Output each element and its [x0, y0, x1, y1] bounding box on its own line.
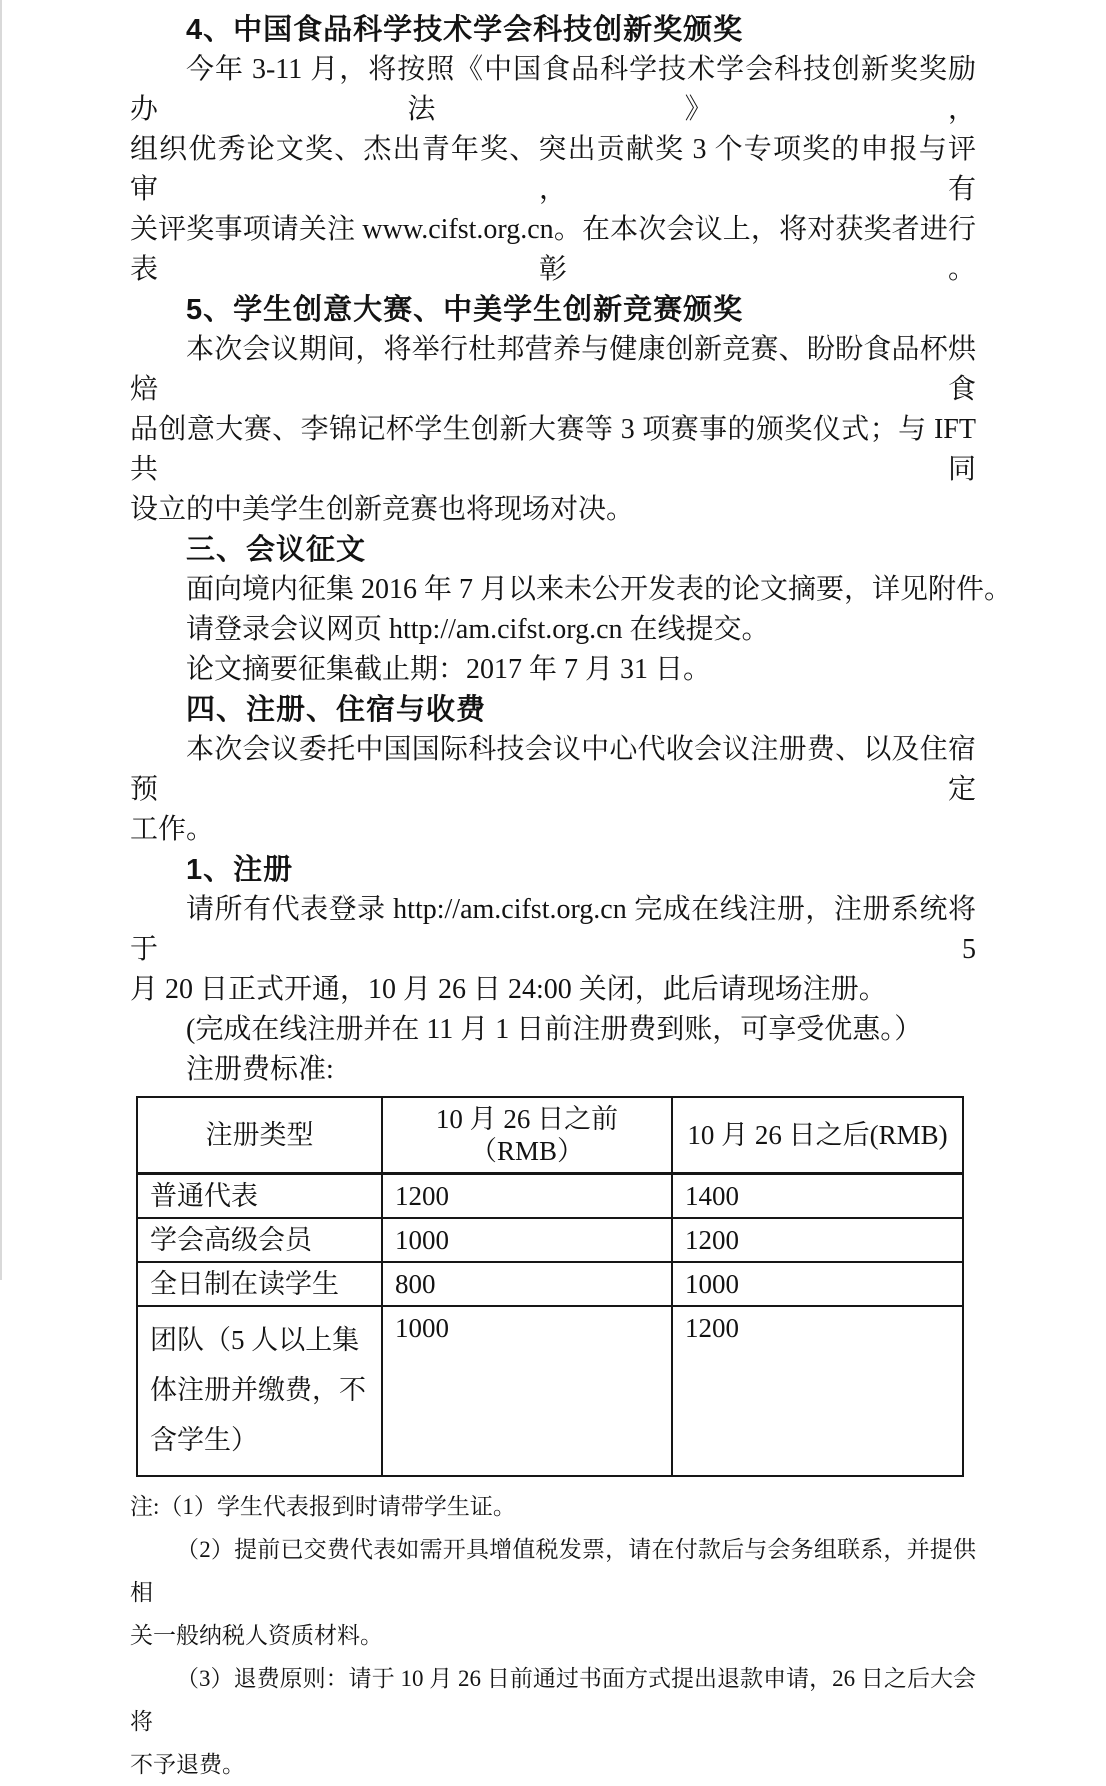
- note-line-2: （2）提前已交费代表如需开具增值税发票，请在付款后与会务组联系，并提供相: [130, 1537, 976, 1605]
- fee-type-cell: 全日制在读学生: [137, 1262, 382, 1306]
- fee-table-caption: 注册费标准:: [186, 1054, 334, 1085]
- fee-before-cell: 1000: [382, 1218, 672, 1262]
- note-line-2-continued: 关一般纳税人资质材料。: [130, 1623, 383, 1648]
- table-row-fulltime-student: [137, 1262, 963, 1306]
- fee-type-cell: 团队（5 人以上集体注册并缴费，不含学生）: [137, 1306, 382, 1476]
- fee-type-cell: 学会高级会员: [137, 1218, 382, 1262]
- note-line-1: 注:（1）学生代表报到时请带学生证。: [130, 1494, 516, 1519]
- fee-table-header-row: [137, 1097, 963, 1174]
- paragraph-line-deadline: 论文摘要征集截止期：2017 年 7 月 31 日。: [186, 654, 712, 685]
- paragraph-line: 品创意大赛、李锦记杯学生创新大赛等 3 项赛事的颁奖仪式；与 IFT 共同: [130, 414, 976, 485]
- table-row-regular-delegate: [137, 1174, 963, 1219]
- fee-before-cell: 1200: [382, 1174, 672, 1219]
- note-line-3-continued: 不予退费。: [130, 1752, 245, 1777]
- paragraph-line-discount-note: (完成在线注册并在 11 月 1 日前注册费到账，可享受优惠。）: [186, 1014, 923, 1045]
- subsection-heading-registration: 1、注册: [186, 854, 294, 886]
- paragraph-line: 关评奖事项请关注 www.cifst.org.cn。在本次会议上，将对获奖者进行表彰。: [130, 214, 976, 285]
- fee-table-header-before: 10 月 26 日之前（RMB）: [382, 1097, 672, 1174]
- paragraph-line: 请所有代表登录 http://am.cifst.org.cn 完成在线注册，注册系统将于 5: [130, 894, 976, 965]
- section-heading-call-for-papers: 三、会议征文: [186, 534, 367, 566]
- paragraph-line-submission-url: 请登录会议网页 http://am.cifst.org.cn 在线提交。: [186, 614, 770, 645]
- table-row-group: [137, 1306, 963, 1476]
- section-heading-registration-lodging-fees: 四、注册、住宿与收费: [186, 694, 487, 726]
- fee-after-cell: 1000: [672, 1262, 963, 1306]
- fee-before-cell: 800: [382, 1262, 672, 1306]
- paragraph-line: 本次会议委托中国国际科技会议中心代收会议注册费、以及住宿预定: [130, 734, 976, 805]
- section-heading-award-presentation: 4、中国食品科学技术学会科技创新奖颁奖: [186, 14, 744, 46]
- paragraph-line: 面向境内征集 2016 年 7 月以来未公开发表的论文摘要，详见附件。: [186, 574, 1013, 605]
- note-line-3: （3）退费原则：请于 10 月 26 日前通过书面方式提出退款申请，26 日之后大会将: [130, 1666, 976, 1734]
- fee-after-cell: 1400: [672, 1174, 963, 1219]
- paragraph-line: 设立的中美学生创新竞赛也将现场对决。: [130, 494, 635, 525]
- fee-type-cell: 普通代表: [137, 1174, 382, 1219]
- fee-table-header-type: 注册类型: [137, 1097, 382, 1174]
- table-row-senior-member: [137, 1218, 963, 1262]
- registration-fee-table: [136, 1096, 964, 1477]
- section-heading-student-competitions: 5、学生创意大赛、中美学生创新竞赛颁奖: [186, 294, 744, 326]
- fee-after-cell: 1200: [672, 1218, 963, 1262]
- fee-before-cell: 1000: [382, 1306, 672, 1476]
- paragraph-line: 工作。: [130, 814, 215, 845]
- paragraph-line: 本次会议期间，将举行杜邦营养与健康创新竞赛、盼盼食品杯烘焙食: [130, 334, 976, 405]
- paragraph-line: 月 20 日正式开通，10 月 26 日 24:00 关闭，此后请现场注册。: [130, 974, 887, 1005]
- fee-after-cell: 1200: [672, 1306, 963, 1476]
- fee-table-header-after: 10 月 26 日之后(RMB): [672, 1097, 963, 1174]
- scan-edge-artifact: [0, 0, 2, 1280]
- paragraph-line: 组织优秀论文奖、杰出青年奖、突出贡献奖 3 个专项奖的申报与评审，有: [130, 134, 976, 205]
- paragraph-line: 今年 3-11 月，将按照《中国食品科学技术学会科技创新奖奖励办法》，: [130, 54, 976, 125]
